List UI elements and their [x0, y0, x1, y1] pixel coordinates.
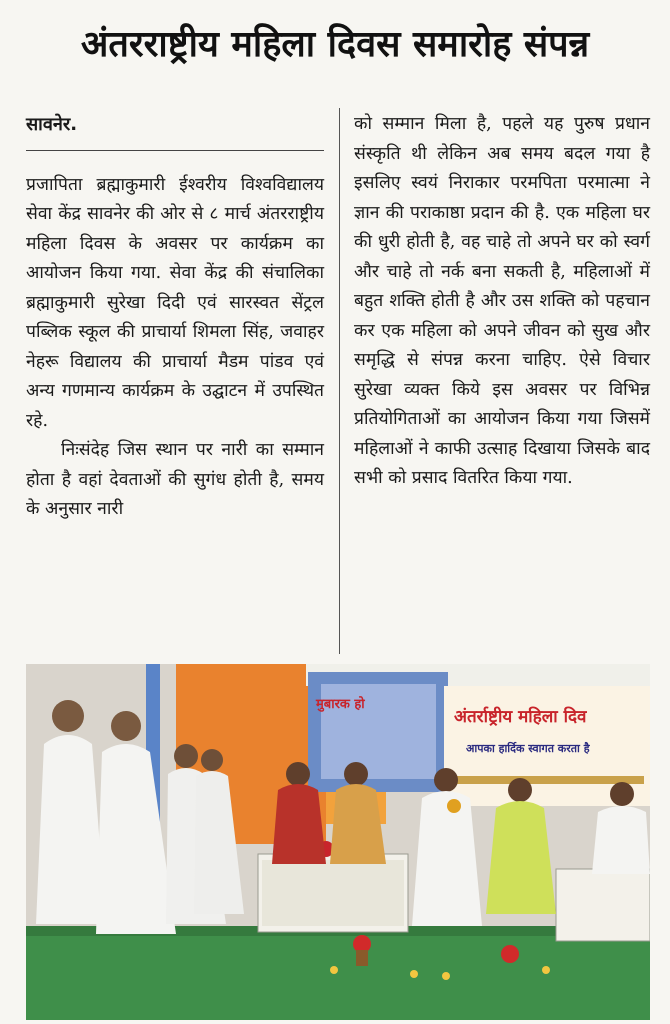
banner-greeting: मुबारक हो [316, 697, 365, 712]
article-paragraph-2: निःसंदेह जिस स्थान पर नारी का सम्मान होता है वहां देवताओं की सुगंध होती है, समय के अनुसार नारी [26, 440, 324, 519]
dateline-rule [26, 150, 324, 151]
article-dateline: सावनेर. [26, 114, 78, 135]
banner-title: अंतर्राष्ट्रीय महिला दिव [454, 707, 587, 727]
article-paragraph-1: प्रजापिता ब्रह्माकुमारी ईश्वरीय विश्वविद्यालय सेवा केंद्र सावनेर की ओर से ८ मार्च अंतरराष्ट्रीय महिला दिवस के अवसर पर कार्यक्रम का आयोजन किया गया. सेवा केंद्र की संचालिका ब्रह्माकुमारी सुरेखा दिदी एवं सारस्वत सेंट्रल पब्लिक स्कूल की प्राचार्या शिमला सिंह, जवाहर नेहरू विद्यालय की प्राचार्या मैडम पांडव एवं अन्य गणमान्य कार्यक्रम के उद्घाटन में उपस्थित रहे. [26, 174, 324, 431]
banner-welcome: आपका हार्दिक स्वागत करता है [466, 742, 590, 755]
article-column-right [354, 110, 650, 494]
column-divider [339, 108, 340, 654]
article-column-left [26, 110, 324, 525]
stage-carpet [26, 934, 650, 1020]
event-photo [26, 664, 650, 1020]
event-photo-illustration [26, 664, 650, 1020]
article-paragraph-3: को सम्मान मिला है, पहले यह पुरुष प्रधान संस्कृति थी लेकिन अब समय बदल गया है इसलिए स्वयं निराकार परमपिता परमात्मा ने ज्ञान की पराकाष्ठा प्रदान की है. एक महिला घर की धुरी होती है, वह चाहे तो अपने घर को स्वर्ग और चाहे तो नर्क बना सकती है, महिलाओं में बहुत शक्ति होती है और उस शक्ति को पहचान कर एक महिला को अपने जीवन को सुख और समृद्धि से संपन्न करना चाहिए. ऐसे विचार सुरेखा व्यक्त किये इस अवसर पर विभिन्न प्रतियोगिताओं का आयोजन किया गया जिसमें महिलाओं ने काफी उत्साह दिखाया जिसके बाद सभी को प्रसाद वितरित किया गया. [354, 114, 650, 488]
article-headline: अंतरराष्ट्रीय महिला दिवस समारोह संपन्न [80, 24, 590, 65]
table-right [556, 869, 650, 941]
